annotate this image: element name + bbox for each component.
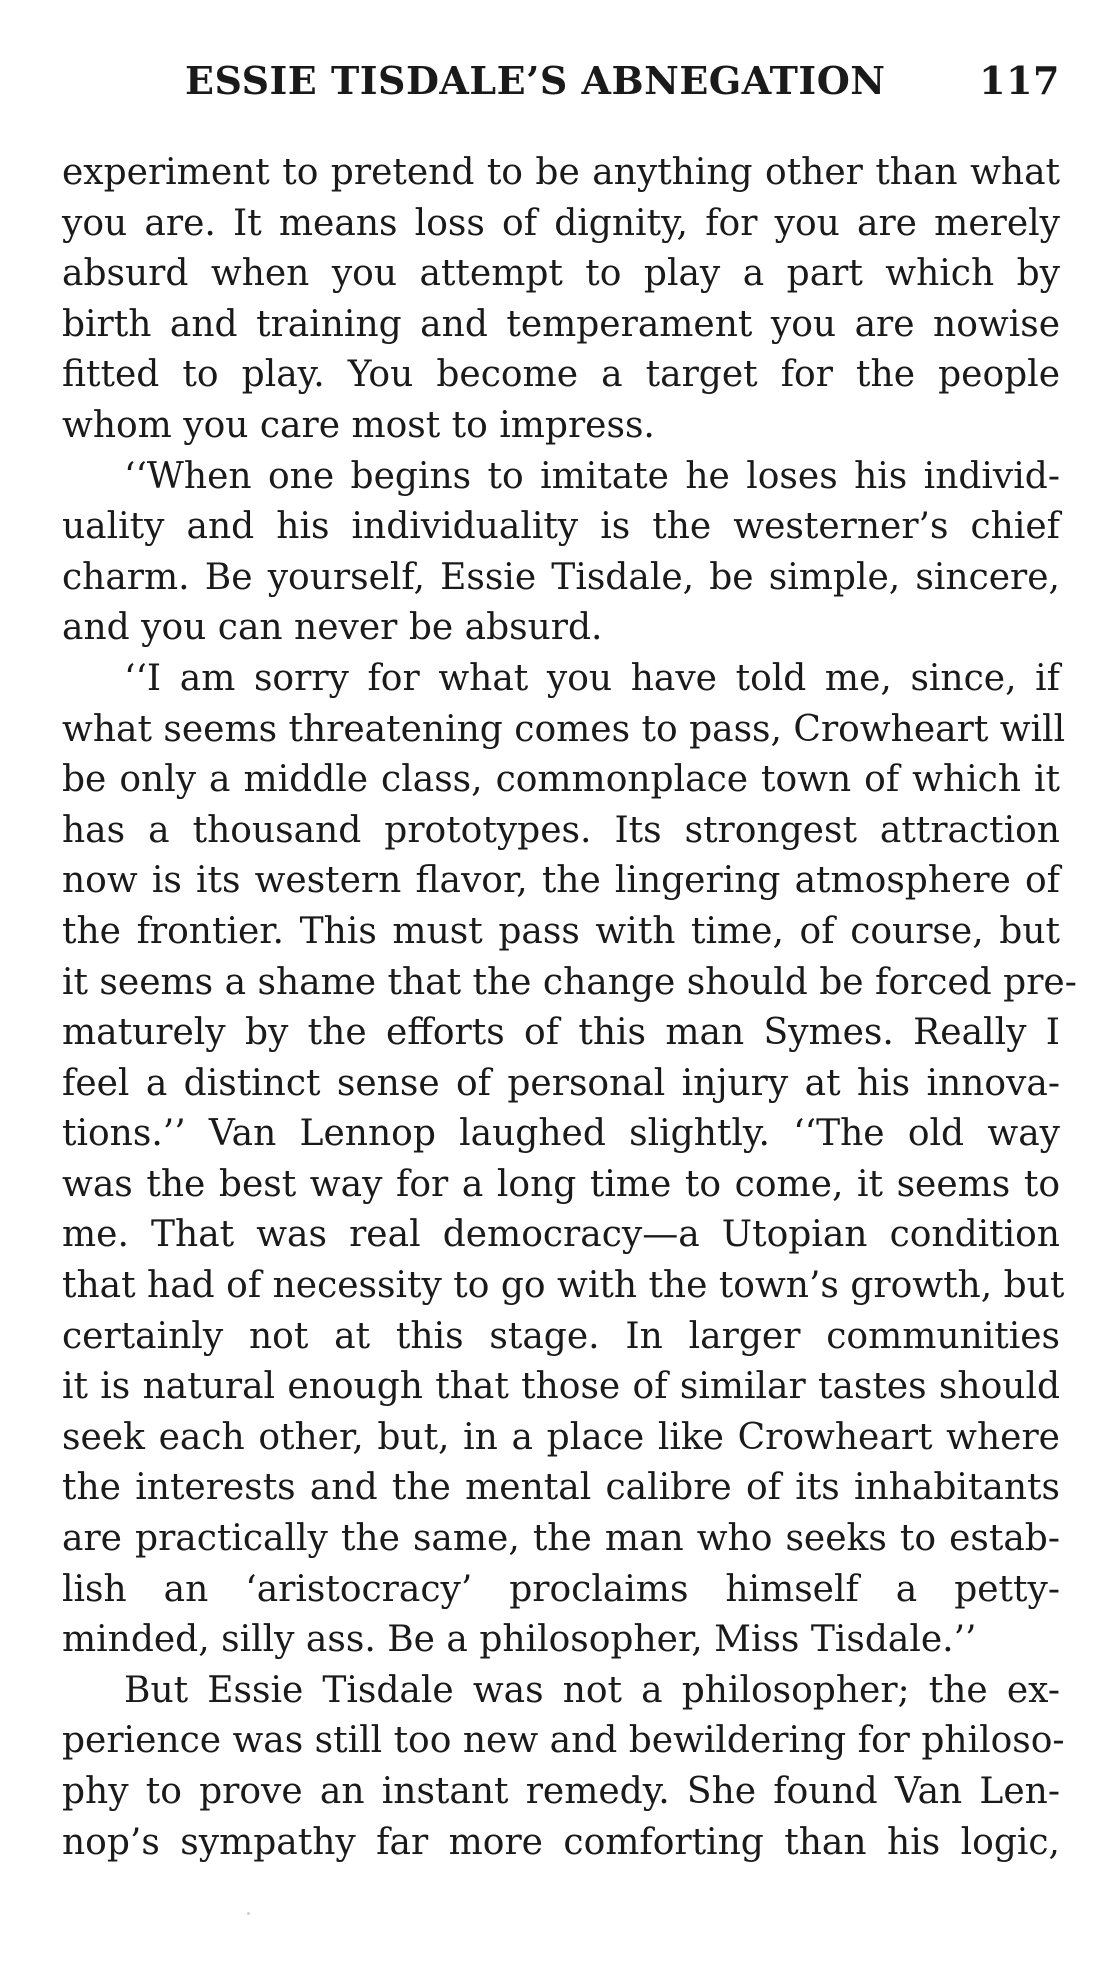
text-line: But Essie Tisdale was not a philosopher; the ex-	[124, 1669, 1060, 1711]
text-line: feel a distinct sense of personal injury at his innova-	[62, 1062, 1060, 1104]
text-line: me. That was real democracy—a Utopian condition	[62, 1214, 1060, 1256]
text-line: ‘‘When one begins to imitate he loses his individ-	[124, 455, 1060, 497]
text-line: experiment to pretend to be anything other than what	[62, 152, 1060, 193]
text-line: the frontier. This must pass with time, of course, but	[62, 910, 1060, 952]
text-line: what seems threatening comes to pass, Crowheart will	[62, 708, 1066, 750]
text-line: it is natural enough that those of similar tastes should	[62, 1366, 1060, 1408]
text-line: tions.’’ Van Lennop laughed slightly. ‘‘The old way	[62, 1113, 1060, 1155]
text-line: it seems a shame that the change should be forced pre-	[62, 961, 1077, 1003]
text-line: maturely by the efforts of this man Symes. Really I	[62, 1012, 1060, 1054]
text-line: the interests and the mental calibre of its inhabitants	[62, 1467, 1060, 1509]
body-text	[62, 148, 1077, 1868]
text-line: nop’s sympathy far more comforting than his logic,	[62, 1821, 1060, 1863]
paper-speck	[247, 1912, 250, 1915]
text-line: was the best way for a long time to come, it seems to	[62, 1163, 1060, 1205]
text-line: certainly not at this stage. In larger communities	[62, 1315, 1060, 1357]
text-line: and you can never be absurd.	[62, 607, 603, 649]
running-head	[185, 58, 1060, 114]
text-line: now is its western flavor, the lingering atmosphere of	[62, 860, 1060, 902]
text-line: uality and his individuality is the westerner’s chief	[62, 506, 1060, 548]
page-number: 117	[979, 58, 1060, 103]
text-line: ‘‘I am sorry for what you have told me, since, if	[124, 657, 1060, 699]
text-line: minded, silly ass. Be a philosopher, Miss Tisdale.’’	[62, 1619, 977, 1661]
text-line: charm. Be yourself, Essie Tisdale, be simple, sincere,	[62, 556, 1060, 598]
text-line: fitted to play. You become a target for the people	[62, 354, 1060, 396]
text-line: lish an ‘aristocracy’ proclaims himself a petty-	[62, 1568, 1060, 1610]
text-line: has a thousand prototypes. Its strongest attraction	[62, 809, 1060, 851]
text-line: whom you care most to impress.	[62, 404, 655, 446]
text-line: be only a middle class, commonplace town of which it	[62, 759, 1060, 801]
text-line: seek each other, but, in a place like Crowheart where	[62, 1416, 1060, 1458]
chapter-title: ESSIE TISDALE’S ABNEGATION	[185, 58, 886, 103]
text-line: birth and training and temperament you are nowise	[62, 303, 1060, 345]
text-line: that had of necessity to go with the town’s growth, but	[62, 1265, 1065, 1307]
text-line: phy to prove an instant remedy. She found Van Len-	[62, 1771, 1060, 1812]
text-line: absurd when you attempt to play a part which by	[62, 253, 1060, 295]
text-line: you are. It means loss of dignity, for you are merely	[62, 202, 1060, 244]
text-line: are practically the same, the man who seeks to estab-	[62, 1518, 1060, 1560]
text-line: perience was still too new and bewildering for philoso-	[62, 1720, 1065, 1762]
